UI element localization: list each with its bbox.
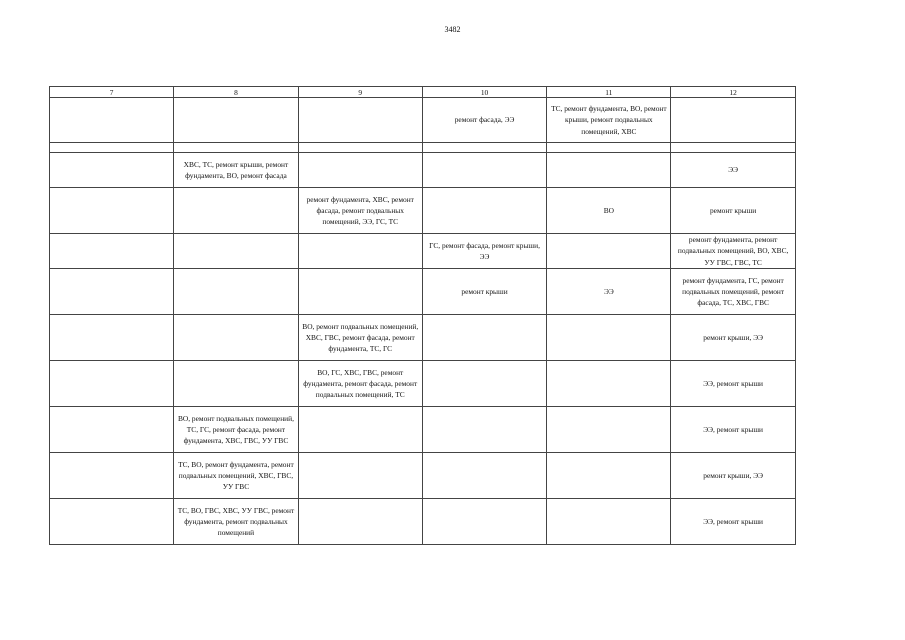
table-header-row: [50, 87, 796, 98]
table-cell: [298, 453, 422, 499]
table-row: [50, 361, 796, 407]
table-cell: [50, 499, 174, 545]
table-cell: ремонт крыши, ЭЭ: [671, 453, 795, 499]
table-cell: [174, 234, 298, 269]
table-cell: [50, 98, 174, 143]
column-header-9: 9: [298, 87, 422, 98]
table-cell: [422, 153, 546, 188]
table-cell: [50, 234, 174, 269]
table-cell: [547, 453, 671, 499]
table-cell: ремонт фундамента, ГС, ремонт подвальных помещений, ремонт фасада, ТС, ХВС, ГВС: [671, 269, 795, 315]
works-table: [49, 86, 796, 545]
table-cell: ремонт крыши: [422, 269, 546, 315]
table-cell: ГС, ремонт фасада, ремонт крыши, ЭЭ: [422, 234, 546, 269]
table-cell: [298, 234, 422, 269]
table-cell: ВО, ремонт подвальных помещений, ТС, ГС, ремонт фасада, ремонт фундамента, ХВС, ГВС, УУ ГВС: [174, 407, 298, 453]
table-cell: [50, 269, 174, 315]
table-cell: [671, 98, 795, 143]
table-cell: [50, 361, 174, 407]
table-cell: [174, 143, 298, 153]
table-cell: [298, 98, 422, 143]
table-cell: ТС, ВО, ремонт фундамента, ремонт подвальных помещений, ХВС, ГВС, УУ ГВС: [174, 453, 298, 499]
table-cell: ЭЭ, ремонт крыши: [671, 499, 795, 545]
table-cell: [298, 407, 422, 453]
table-cell: [50, 188, 174, 234]
table-cell: ремонт фасада, ЭЭ: [422, 98, 546, 143]
table-cell: ЭЭ, ремонт крыши: [671, 361, 795, 407]
table-cell: [174, 361, 298, 407]
column-header-8: 8: [174, 87, 298, 98]
table-cell: ХВС, ТС, ремонт крыши, ремонт фундамента, ВО, ремонт фасада: [174, 153, 298, 188]
table-row: [50, 98, 796, 143]
table-cell: [298, 153, 422, 188]
table-cell: [547, 407, 671, 453]
table-cell: [50, 153, 174, 188]
page-number: 3482: [444, 25, 461, 34]
column-header-7: 7: [50, 87, 174, 98]
table-cell: [50, 315, 174, 361]
table-cell: [547, 315, 671, 361]
table-row: [50, 234, 796, 269]
table-cell: [298, 143, 422, 153]
table-row: [50, 407, 796, 453]
table-cell: [174, 98, 298, 143]
table-cell: [422, 499, 546, 545]
table-cell: [422, 188, 546, 234]
table-cell: ТС, ВО, ГВС, ХВС, УУ ГВС, ремонт фундамента, ремонт подвальных помещений: [174, 499, 298, 545]
table-cell: [50, 453, 174, 499]
table-cell: ВО, ремонт подвальных помещений, ХВС, ГВС, ремонт фасада, ремонт фундамента, ТС, ГС: [298, 315, 422, 361]
table-cell: [547, 153, 671, 188]
table-cell: ТС, ремонт фундамента, ВО, ремонт крыши, ремонт подвальных помещений, ХВС: [547, 98, 671, 143]
table-cell: ЭЭ: [547, 269, 671, 315]
table-cell: [174, 269, 298, 315]
table-cell: [547, 499, 671, 545]
table-cell: [422, 361, 546, 407]
table-row: [50, 315, 796, 361]
table-cell: [50, 143, 174, 153]
table-cell: ЭЭ, ремонт крыши: [671, 407, 795, 453]
column-header-11: 11: [547, 87, 671, 98]
table-cell: ВО: [547, 188, 671, 234]
table-cell: [174, 188, 298, 234]
table-cell: [422, 407, 546, 453]
table-row: [50, 188, 796, 234]
table-cell: ремонт крыши: [671, 188, 795, 234]
table-row: [50, 453, 796, 499]
table-cell: [298, 499, 422, 545]
table-row: [50, 269, 796, 315]
table-cell: [422, 315, 546, 361]
table-row: [50, 499, 796, 545]
table-cell: [671, 143, 795, 153]
column-header-10: 10: [422, 87, 546, 98]
column-header-12: 12: [671, 87, 795, 98]
table-cell: [50, 407, 174, 453]
table-cell: [422, 143, 546, 153]
table-cell: ремонт крыши, ЭЭ: [671, 315, 795, 361]
table-cell: [547, 361, 671, 407]
table-cell: [422, 453, 546, 499]
table-cell: ЭЭ: [671, 153, 795, 188]
table-cell: [298, 269, 422, 315]
table-row: [50, 153, 796, 188]
table-cell: [547, 143, 671, 153]
table-row: [50, 143, 796, 153]
table-cell: [174, 315, 298, 361]
table-cell: ВО, ГС, ХВС, ГВС, ремонт фундамента, ремонт фасада, ремонт подвальных помещений, ТС: [298, 361, 422, 407]
table-cell: ремонт фундамента, ремонт подвальных помещений, ВО, ХВС, УУ ГВС, ГВС, ТС: [671, 234, 795, 269]
table-cell: [547, 234, 671, 269]
table-cell: ремонт фундамента, ХВС, ремонт фасада, ремонт подвальных помещений, ЭЭ, ГС, ТС: [298, 188, 422, 234]
